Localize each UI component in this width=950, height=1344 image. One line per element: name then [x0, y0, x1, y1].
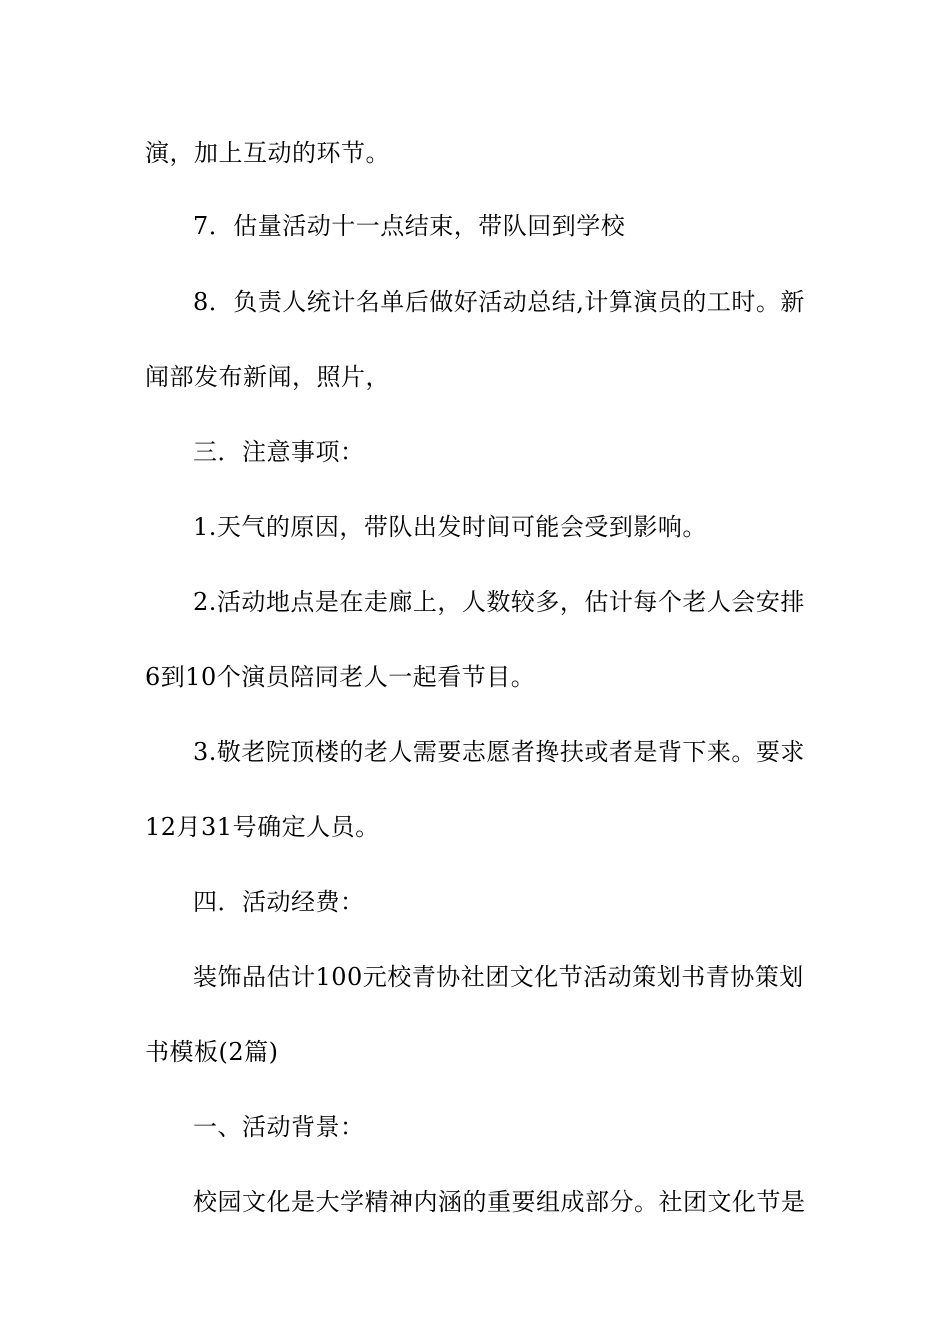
- text-line-10: 12月31号确定人员。: [145, 813, 380, 841]
- text-line-2: 7．估量活动十一点结束，带队回到学校: [193, 212, 626, 240]
- section-heading-budget: 四．活动经费：: [193, 888, 365, 916]
- text-line-3: 8．负责人统计名单后做好活动总结,计算演员的工时。新: [193, 288, 805, 316]
- section-heading-notes: 三．注意事项：: [193, 438, 365, 466]
- text-line-8: 6到10个演员陪同老人一起看节目。: [145, 663, 536, 691]
- text-line-6: 1.天气的原因，带队出发时间可能会受到影响。: [193, 513, 707, 541]
- text-line-4: 闻部发布新闻，照片，: [145, 363, 390, 391]
- text-line-15: 校园文化是大学精神内涵的重要组成部分。社团文化节是: [193, 1188, 806, 1216]
- text-line-1: 演，加上互动的环节。: [145, 139, 390, 167]
- text-line-9: 3.敬老院顶楼的老人需要志愿者搀扶或者是背下来。要求: [193, 738, 805, 766]
- text-line-12: 装饰品估计100元校青协社团文化节活动策划书青协策划: [193, 963, 804, 991]
- text-line-13: 书模板(2篇): [145, 1038, 279, 1066]
- section-heading-background: 一、活动背景：: [193, 1113, 365, 1141]
- text-line-7: 2.活动地点是在走廊上，人数较多，估计每个老人会安排: [193, 588, 805, 616]
